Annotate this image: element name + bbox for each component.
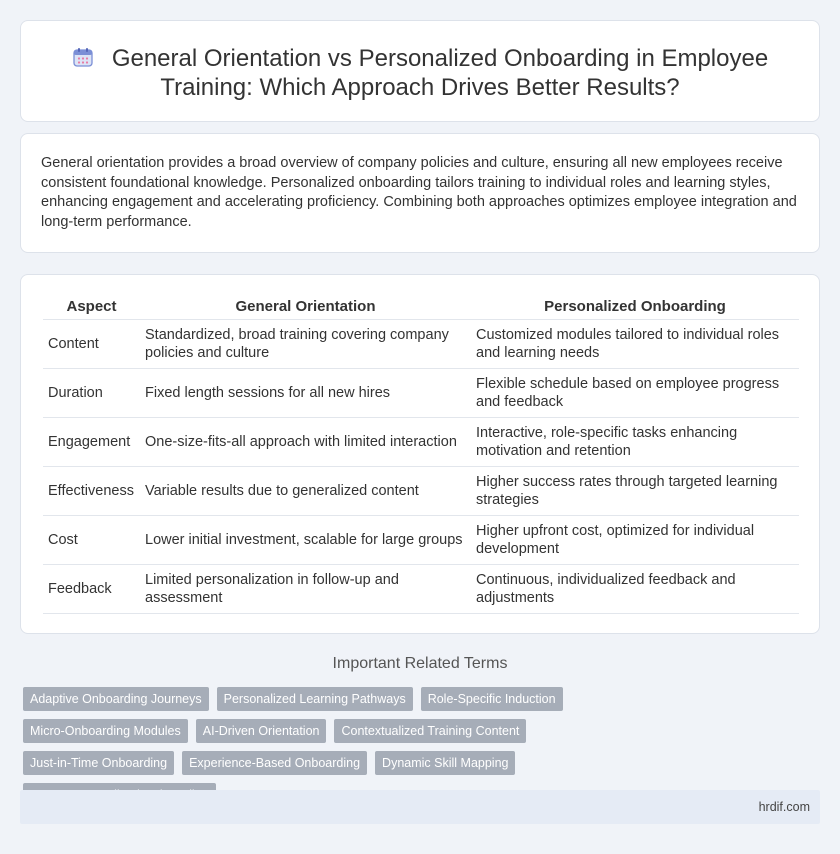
cell-general: Lower initial investment, scalable for large groups: [140, 515, 471, 564]
header-aspect: Aspect: [43, 295, 140, 319]
related-term-tag[interactable]: Role-Specific Induction: [421, 687, 563, 711]
related-term-tag[interactable]: Adaptive Onboarding Journeys: [23, 687, 209, 711]
page-title: General Orientation vs Personalized Onboarding in Employee Training: Which Approach Drives Better Results?: [111, 45, 769, 101]
calendar-icon: [72, 46, 94, 68]
table-header-row: [43, 295, 799, 319]
cell-general: Fixed length sessions for all new hires: [140, 368, 471, 417]
related-term-tag[interactable]: Personalized Learning Pathways: [217, 687, 413, 711]
summary-text: General orientation provides a broad overview of company policies and culture, ensuring all new employees receive consistent foundational knowledge. Personalized onboarding tailors training to individual roles and learning styles, enhancing engagement and accelerating proficiency. Combining both approaches optimizes employee integration and long-term performance.: [41, 155, 797, 230]
related-term-tag[interactable]: Just-in-Time Onboarding: [23, 751, 174, 775]
related-term-tag[interactable]: Dynamic Skill Mapping: [375, 751, 515, 775]
related-term-tag[interactable]: Micro-Onboarding Modules: [23, 719, 188, 743]
related-term-tag[interactable]: Experience-Based Onboarding: [182, 751, 367, 775]
table-row: [43, 417, 799, 466]
title-card: [20, 20, 820, 122]
related-term-tag[interactable]: Contextualized Training Content: [334, 719, 526, 743]
related-term-tag[interactable]: AI-Driven Orientation: [196, 719, 327, 743]
table-row: [43, 564, 799, 613]
cell-general: Standardized, broad training covering company policies and culture: [140, 319, 471, 368]
cell-personalized: Customized modules tailored to individual roles and learning needs: [471, 319, 799, 368]
related-terms-heading: Important Related Terms: [332, 655, 508, 672]
cell-personalized: Higher success rates through targeted learning strategies: [471, 466, 799, 515]
cell-general: Limited personalization in follow-up and assessment: [140, 564, 471, 613]
cell-personalized: Higher upfront cost, optimized for individual development: [471, 515, 799, 564]
table-row: [43, 515, 799, 564]
related-terms-list: [23, 687, 683, 807]
cell-personalized: Continuous, individualized feedback and adjustments: [471, 564, 799, 613]
table-row: [43, 466, 799, 515]
footer-site-link[interactable]: hrdif.com: [758, 800, 810, 814]
cell-general: One-size-fits-all approach with limited interaction: [140, 417, 471, 466]
cell-general: Variable results due to generalized content: [140, 466, 471, 515]
footer: [20, 790, 820, 824]
comparison-table: [43, 295, 799, 614]
page-title-wrap: [21, 44, 819, 102]
table-row: [43, 319, 799, 368]
summary-card: [20, 133, 820, 253]
cell-aspect: Cost: [43, 515, 140, 564]
cell-personalized: Interactive, role-specific tasks enhancing motivation and retention: [471, 417, 799, 466]
cell-aspect: Effectiveness: [43, 466, 140, 515]
cell-personalized: Flexible schedule based on employee progress and feedback: [471, 368, 799, 417]
header-general-orientation: General Orientation: [140, 295, 471, 319]
cell-aspect: Feedback: [43, 564, 140, 613]
comparison-card: [20, 274, 820, 634]
cell-aspect: Content: [43, 319, 140, 368]
header-personalized-onboarding: Personalized Onboarding: [471, 295, 799, 319]
table-row: [43, 368, 799, 417]
cell-aspect: Engagement: [43, 417, 140, 466]
cell-aspect: Duration: [43, 368, 140, 417]
